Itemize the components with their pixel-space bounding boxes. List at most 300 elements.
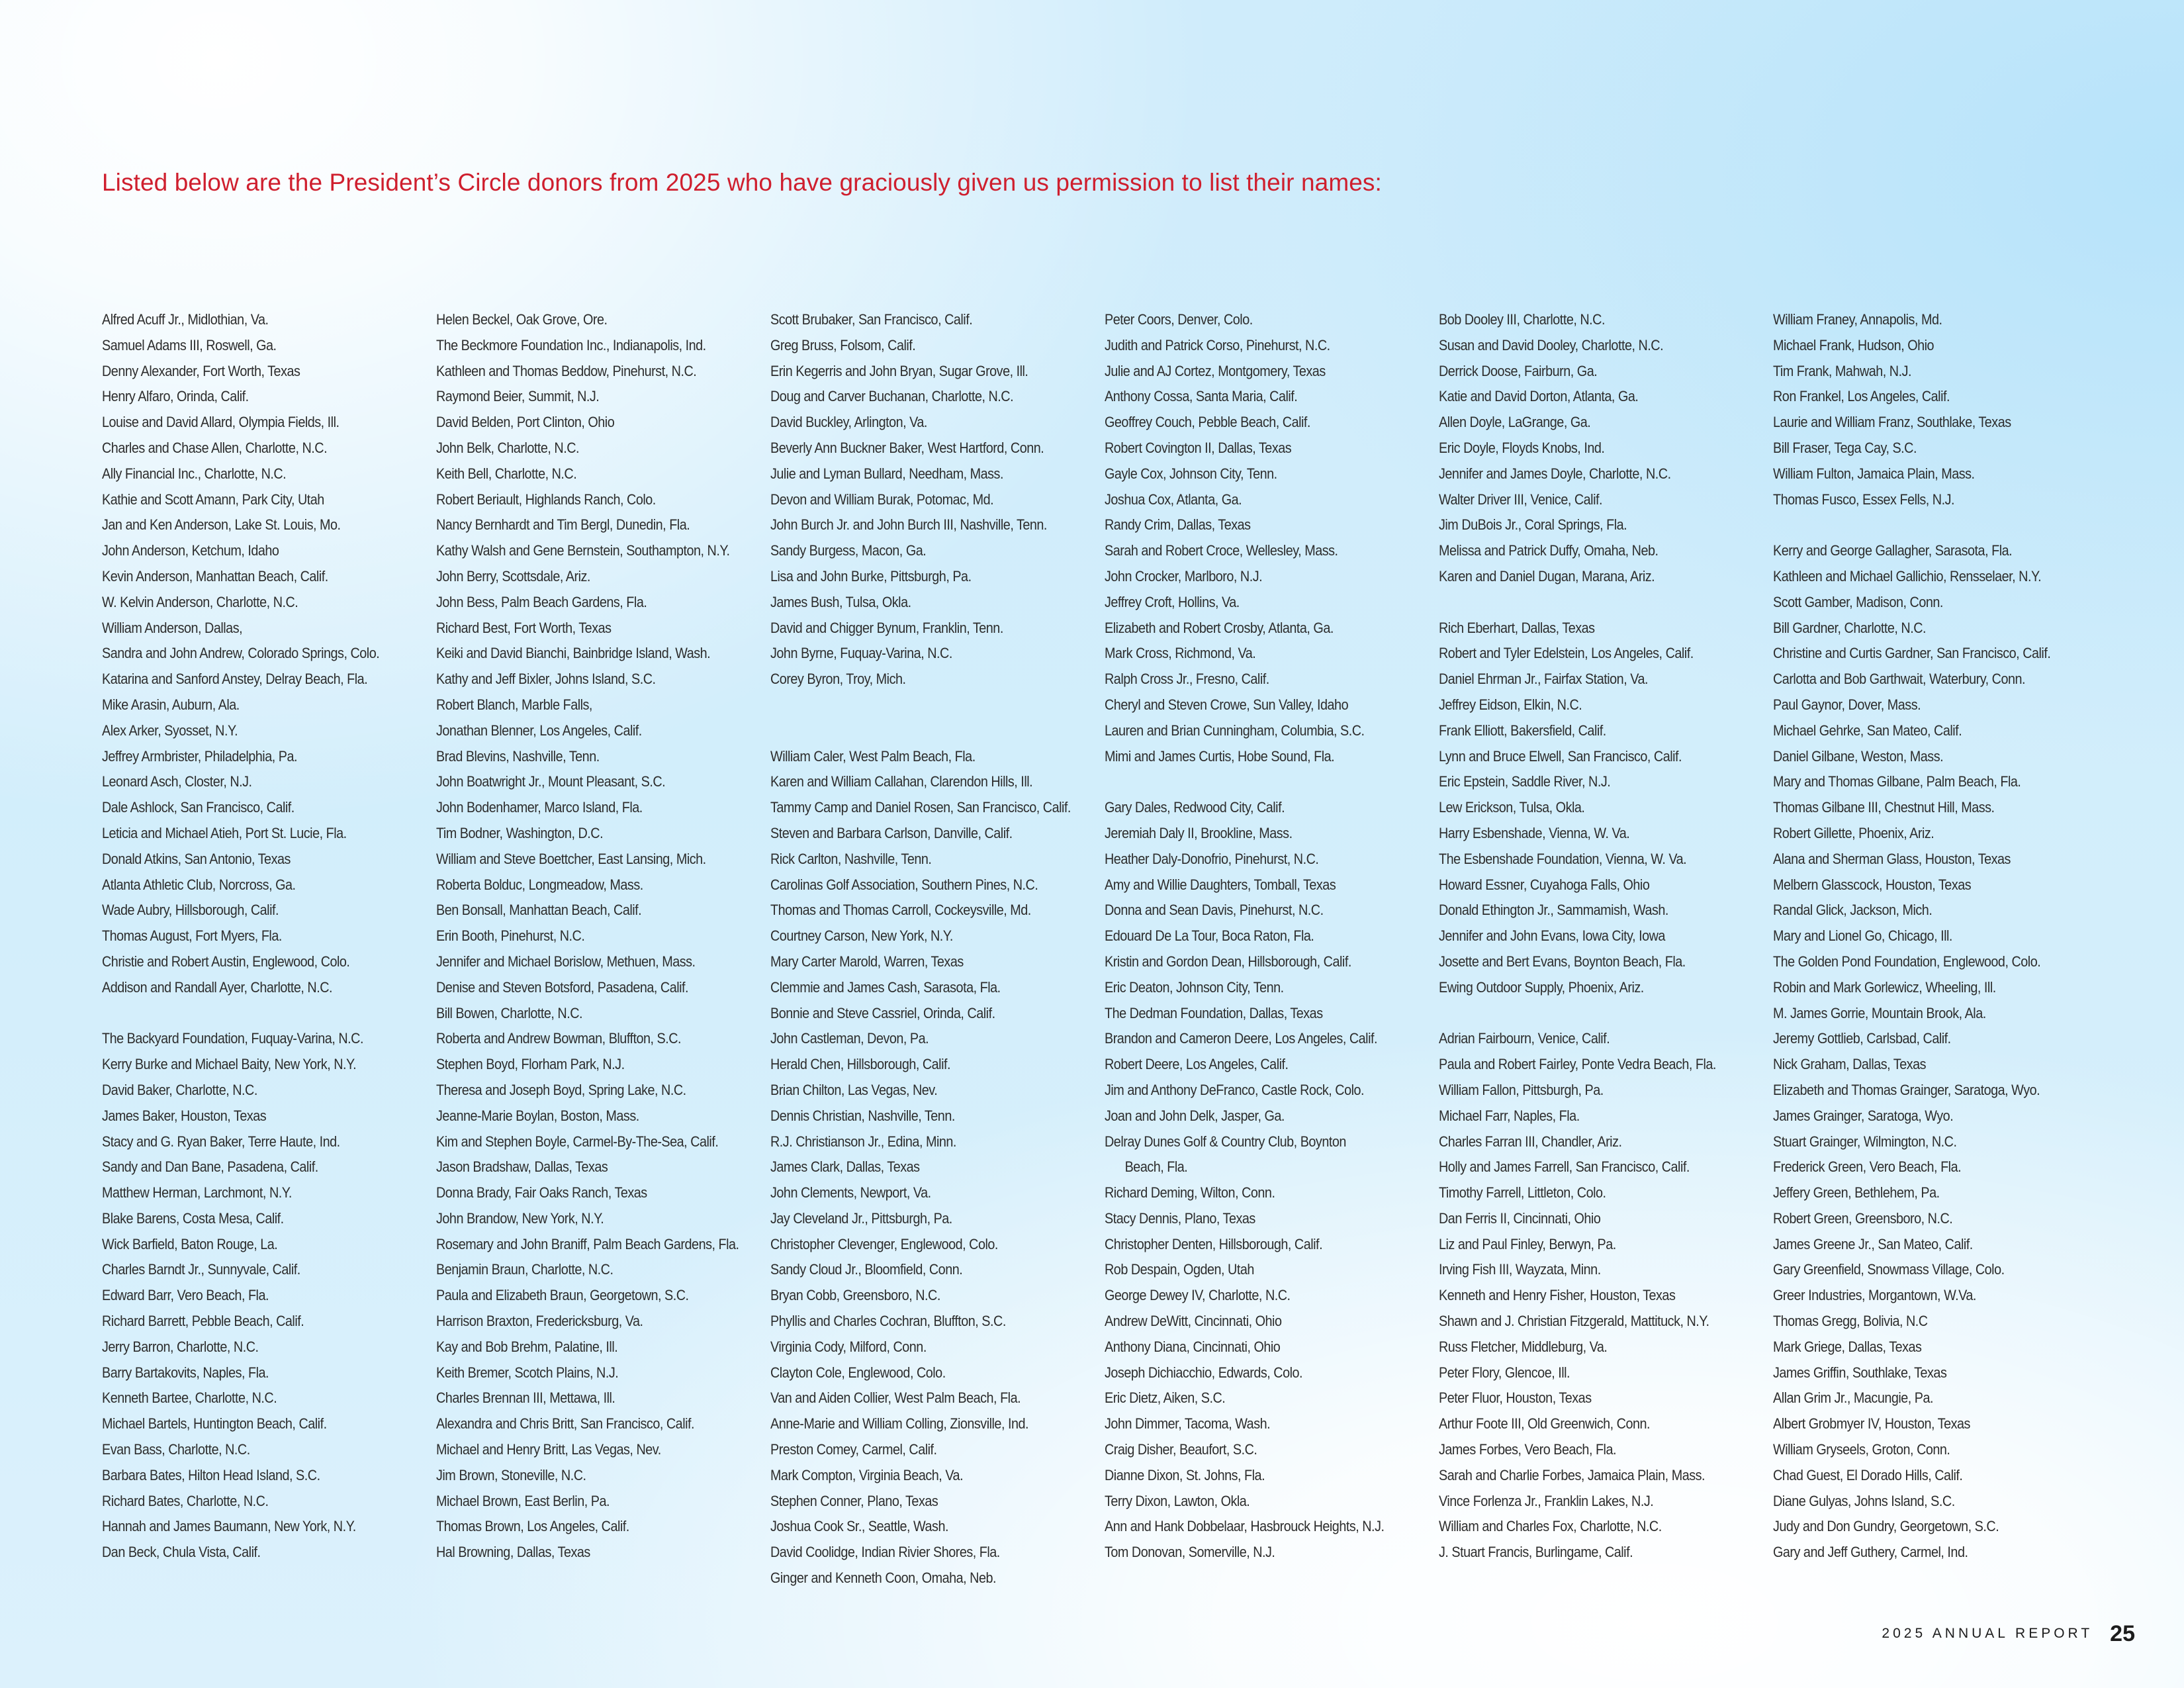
donor-entry: Kathy and Jeff Bixler, Johns Island, S.C. [436,671,656,688]
donor-entry: James Bush, Tulsa, Okla. [770,593,911,610]
donor-entry: Liz and Paul Finley, Berwyn, Pa. [1439,1235,1616,1252]
donor-entry: Kathleen and Thomas Beddow, Pinehurst, N.C. [436,362,697,379]
donor-entry: Kerry Burke and Michael Baity, New York, N.Y. [102,1056,357,1073]
donor-entry: Walter Driver III, Venice, Calif. [1439,491,1603,508]
donor-entry: Thomas and Thomas Carroll, Cockeysville, Md. [770,902,1031,919]
donor-entry: Stuart Grainger, Wilmington, N.C. [1773,1133,1957,1150]
donor-entry: Heather Daly-Donofrio, Pinehurst, N.C. [1105,850,1319,867]
donor-entry: Barry Bartakovits, Naples, Fla. [102,1364,269,1381]
donor-entry: Susan and David Dooley, Charlotte, N.C. [1439,336,1664,353]
donor-entry: Michael Farr, Naples, Fla. [1439,1107,1580,1124]
donor-entry: Sandra and John Andrew, Colorado Springs, Colo. [102,645,380,662]
donor-entry: Allan Grim Jr., Macungie, Pa. [1773,1389,1934,1407]
donor-entry: Dan Beck, Chula Vista, Calif. [102,1544,261,1561]
donor-entry: Gayle Cox, Johnson City, Tenn. [1105,465,1277,482]
donor-entry: Clayton Cole, Englewood, Colo. [770,1364,946,1381]
donor-entry: Stacy Dennis, Plano, Texas [1105,1209,1255,1227]
list-spacer [102,1001,400,1027]
donor-entry: Michael Brown, East Berlin, Pa. [436,1492,610,1509]
donor-entry: Jonathan Blenner, Los Angeles, Calif. [436,722,642,739]
donor-entry: Keith Bremer, Scotch Plains, N.J. [436,1364,619,1381]
donor-entry: Chad Guest, El Dorado Hills, Calif. [1773,1466,1963,1483]
donor-entry: Daniel Gilbane, Weston, Mass. [1773,747,1944,765]
donor-entry: John Brandow, New York, N.Y. [436,1209,604,1227]
list-spacer [1439,1001,1737,1027]
donor-entry: Eric Doyle, Floyds Knobs, Ind. [1439,439,1605,456]
donor-entry: Jeffrey Armbrister, Philadelphia, Pa. [102,747,297,765]
donor-entry: Diane Gulyas, Johns Island, S.C. [1773,1492,1955,1509]
donor-entry: Benjamin Braun, Charlotte, N.C. [436,1261,614,1278]
donor-entry: Dianne Dixon, St. Johns, Fla. [1105,1466,1265,1483]
donor-entry: Nick Graham, Dallas, Texas [1773,1056,1927,1073]
donor-entry: Sarah and Charlie Forbes, Jamaica Plain, Mass. [1439,1466,1706,1483]
donor-entry: Alana and Sherman Glass, Houston, Texas [1773,850,2011,867]
donor-entry: Phyllis and Charles Cochran, Bluffton, S.C. [770,1313,1006,1330]
list-spacer [1439,590,1737,616]
donor-entry: Bob Dooley III, Charlotte, N.C. [1439,311,1605,328]
donor-entry: Albert Grobmyer IV, Houston, Texas [1773,1415,1970,1432]
donor-entry: Bill Fraser, Tega Cay, S.C. [1773,439,1917,456]
donor-entry: Paul Gaynor, Dover, Mass. [1773,696,1921,713]
donor-entry: Kevin Anderson, Manhattan Beach, Calif. [102,567,328,585]
donor-entry: John Clements, Newport, Va. [770,1184,931,1201]
donor-entry: Holly and James Farrell, San Francisco, Calif. [1439,1158,1690,1176]
page-number: 25 [2110,1620,2135,1646]
donor-entry: John Burch Jr. and John Burch III, Nashville, Tenn. [770,516,1047,534]
donor-entry: Jeffrey Croft, Hollins, Va. [1105,593,1240,610]
donor-entry: Katarina and Sanford Anstey, Delray Beach, Fla. [102,671,368,688]
donor-entry: Craig Disher, Beaufort, S.C. [1105,1441,1257,1458]
donor-entry: Laurie and William Franz, Southlake, Texas [1773,414,2011,431]
donor-entry: Tammy Camp and Daniel Rosen, San Francisco, Calif. [770,799,1071,816]
donor-entry: Gary and Jeff Guthery, Carmel, Ind. [1773,1544,1968,1561]
donor-entry: Jeffery Green, Bethlehem, Pa. [1773,1184,1940,1201]
donor-entry: Wade Aubry, Hillsborough, Calif. [102,902,279,919]
donor-entry: Carolinas Golf Association, Southern Pines, N.C. [770,876,1038,893]
donor-entry: Matthew Herman, Larchmont, N.Y. [102,1184,292,1201]
donor-entry: Melissa and Patrick Duffy, Omaha, Neb. [1439,542,1659,559]
donor-column-4 [1105,307,1435,1566]
donor-entry: Joshua Cook Sr., Seattle, Wash. [770,1518,948,1535]
donor-entry: Christie and Robert Austin, Englewood, Colo. [102,953,350,970]
donor-entry: Ally Financial Inc., Charlotte, N.C. [102,465,287,482]
donor-entry: Nancy Bernhardt and Tim Bergl, Dunedin, Fla. [436,516,690,534]
donor-entry: Beverly Ann Buckner Baker, West Hartford, Conn. [770,439,1044,456]
donor-entry: Kenneth and Henry Fisher, Houston, Texas [1439,1287,1676,1304]
donor-entry: David Baker, Charlotte, N.C. [102,1081,257,1098]
donor-entry: Addison and Randall Ayer, Charlotte, N.C. [102,978,333,996]
donor-entry: Lauren and Brian Cunningham, Columbia, S.C. [1105,722,1365,739]
donor-entry: John Berry, Scottsdale, Ariz. [436,567,590,585]
donor-entry: Scott Brubaker, San Francisco, Calif. [770,311,973,328]
donor-entry: Sandy Cloud Jr., Bloomfield, Conn. [770,1261,963,1278]
page-heading: Listed below are the President’s Circle donors from 2025 who have graciously given us permission to list their names: [102,169,1382,196]
donor-entry: Vince Forlenza Jr., Franklin Lakes, N.J. [1439,1492,1654,1509]
donor-entry: Alexandra and Chris Britt, San Francisco, Calif. [436,1415,695,1432]
donor-entry: Harry Esbenshade, Vienna, W. Va. [1439,824,1630,841]
donor-entry: Louise and David Allard, Olympia Fields, Ill. [102,414,340,431]
donor-entry: Howard Essner, Cuyahoga Falls, Ohio [1439,876,1650,893]
donor-entry: Anthony Cossa, Santa Maria, Calif. [1105,388,1298,405]
donor-entry: David Coolidge, Indian Rivier Shores, Fla. [770,1544,1000,1561]
donor-column-1 [102,307,433,1566]
donor-entry: William Fallon, Pittsburgh, Pa. [1439,1081,1604,1098]
donor-entry: Dan Ferris II, Cincinnati, Ohio [1439,1209,1601,1227]
donor-entry: Hannah and James Baumann, New York, N.Y. [102,1518,356,1535]
donor-entry: J. Stuart Francis, Burlingame, Calif. [1439,1544,1633,1561]
donor-entry: The Golden Pond Foundation, Englewood, Colo. [1773,953,2041,970]
donor-entry: Rick Carlton, Nashville, Tenn. [770,850,932,867]
donor-entry: Allen Doyle, LaGrange, Ga. [1439,414,1591,431]
donor-entry: Tim Frank, Mahwah, N.J. [1773,362,1912,379]
donor-entry: Donna Brady, Fair Oaks Ranch, Texas [436,1184,647,1201]
donor-entry: Michael Bartels, Huntington Beach, Calif. [102,1415,327,1432]
list-spacer [1773,512,2071,538]
donor-entry: Jim and Anthony DeFranco, Castle Rock, Colo. [1105,1081,1365,1098]
donor-entry: Rich Eberhart, Dallas, Texas [1439,619,1595,636]
donor-entry: Andrew DeWitt, Cincinnati, Ohio [1105,1313,1282,1330]
donor-entry: W. Kelvin Anderson, Charlotte, N.C. [102,593,298,610]
donor-entry: John Dimmer, Tacoma, Wash. [1105,1415,1271,1432]
donor-entry: Scott Gamber, Madison, Conn. [1773,593,1943,610]
donor-entry: John Belk, Charlotte, N.C. [436,439,580,456]
donor-entry: Josette and Bert Evans, Boynton Beach, Fla. [1439,953,1686,970]
donor-entry: Jay Cleveland Jr., Pittsburgh, Pa. [770,1209,952,1227]
donor-entry: Frank Elliott, Bakersfield, Calif. [1439,722,1606,739]
donor-entry: M. James Gorrie, Mountain Brook, Ala. [1773,1004,1986,1021]
donor-entry: Thomas Fusco, Essex Fells, N.J. [1773,491,1955,508]
donor-entry: Beach, Fla. [1124,1158,1188,1176]
donor-entry: Edward Barr, Vero Beach, Fla. [102,1287,269,1304]
donor-entry: William and Steve Boettcher, East Lansing, Mich. [436,850,706,867]
donor-entry: Jason Bradshaw, Dallas, Texas [436,1158,608,1176]
donor-entry: Michael and Henry Britt, Las Vegas, Nev. [436,1441,661,1458]
donor-entry: Anthony Diana, Cincinnati, Ohio [1105,1338,1281,1355]
donor-entry: Virginia Cody, Milford, Conn. [770,1338,927,1355]
donor-entry: Brandon and Cameron Deere, Los Angeles, Calif. [1105,1030,1378,1047]
donor-entry: Bonnie and Steve Cassriel, Orinda, Calif. [770,1004,995,1021]
donor-entry: Bill Bowen, Charlotte, N.C. [436,1004,583,1021]
donor-entry: Ben Bonsall, Manhattan Beach, Calif. [436,902,642,919]
donor-entry: James Clark, Dallas, Texas [770,1158,920,1176]
donor-entry: James Griffin, Southlake, Texas [1773,1364,1947,1381]
donor-entry: Jennifer and Michael Borislow, Methuen, Mass. [436,953,696,970]
donor-entry: William Gryseels, Groton, Conn. [1773,1441,1950,1458]
donor-entry: Greer Industries, Morgantown, W.Va. [1773,1287,1976,1304]
donor-entry: Richard Barrett, Pebble Beach, Calif. [102,1313,304,1330]
donor-entry: Eric Dietz, Aiken, S.C. [1105,1389,1226,1407]
donor-entry: R.J. Christianson Jr., Edina, Minn. [770,1133,956,1150]
donor-entry: Thomas Gregg, Bolivia, N.C [1773,1313,1928,1330]
donor-entry: Brian Chilton, Las Vegas, Nev. [770,1081,938,1098]
donor-entry: William Fulton, Jamaica Plain, Mass. [1773,465,1975,482]
donor-entry: Paula and Elizabeth Braun, Georgetown, S.C. [436,1287,689,1304]
donor-entry: Peter Fluor, Houston, Texas [1439,1389,1592,1407]
list-spacer [770,718,1068,744]
donor-entry: Van and Aiden Collier, West Palm Beach, Fla. [770,1389,1021,1407]
donor-entry: Anne-Marie and William Colling, Zionsville, Ind. [770,1415,1029,1432]
donor-entry: Gary Dales, Redwood City, Calif. [1105,799,1285,816]
donor-entry: David Belden, Port Clinton, Ohio [436,414,615,431]
donor-entry: Brad Blevins, Nashville, Tenn. [436,747,600,765]
donor-entry: Joseph Dichiacchio, Edwards, Colo. [1105,1364,1303,1381]
donor-entry: Michael Frank, Hudson, Ohio [1773,336,1934,353]
donor-entry: Barbara Bates, Hilton Head Island, S.C. [102,1466,320,1483]
donor-entry: Donald Atkins, San Antonio, Texas [102,850,291,867]
donor-entry: Charles Farran III, Chandler, Ariz. [1439,1133,1622,1150]
donor-entry: Kenneth Bartee, Charlotte, N.C. [102,1389,277,1407]
donor-entry: Harrison Braxton, Fredericksburg, Va. [436,1313,643,1330]
donor-entry: Stephen Boyd, Florham Park, N.J. [436,1056,625,1073]
donor-entry: Greg Bruss, Folsom, Calif. [770,336,916,353]
donor-entry: Raymond Beier, Summit, N.J. [436,388,600,405]
donor-entry: Mark Compton, Virginia Beach, Va. [770,1466,964,1483]
donor-column-3 [770,307,1101,1591]
donor-entry: Elizabeth and Robert Crosby, Atlanta, Ga. [1105,619,1334,636]
donor-entry: James Baker, Houston, Texas [102,1107,267,1124]
donor-entry: Richard Deming, Wilton, Conn. [1105,1184,1275,1201]
donor-entry: Peter Coors, Denver, Colo. [1105,311,1253,328]
donor-entry: Blake Barens, Costa Mesa, Calif. [102,1209,284,1227]
donor-entry: William and Charles Fox, Charlotte, N.C. [1439,1518,1662,1535]
donor-entry: George Dewey IV, Charlotte, N.C. [1105,1287,1291,1304]
donor-entry: Randal Glick, Jackson, Mich. [1773,902,1933,919]
donor-entry: The Dedman Foundation, Dallas, Texas [1105,1004,1323,1021]
donor-entry: Robert Covington II, Dallas, Texas [1105,439,1292,456]
donor-entry: Sandy and Dan Bane, Pasadena, Calif. [102,1158,318,1176]
donor-entry: Sandy Burgess, Macon, Ga. [770,542,927,559]
donor-entry: Donna and Sean Davis, Pinehurst, N.C. [1105,902,1324,919]
donor-entry: John Anderson, Ketchum, Idaho [102,542,279,559]
donor-entry: Bill Gardner, Charlotte, N.C. [1773,619,1927,636]
donor-entry: William Franey, Annapolis, Md. [1773,311,1942,328]
donor-entry: Keiki and David Bianchi, Bainbridge Island, Wash. [436,645,711,662]
donor-entry: Rob Despain, Ogden, Utah [1105,1261,1254,1278]
donor-entry: John Castleman, Devon, Pa. [770,1030,929,1047]
donor-entry: Richard Bates, Charlotte, N.C. [102,1492,269,1509]
donor-entry: Katie and David Dorton, Atlanta, Ga. [1439,388,1639,405]
donor-entry: Geoffrey Couch, Pebble Beach, Calif. [1105,414,1310,431]
page-footer [1882,1617,2135,1650]
donor-entry: Robert Deere, Los Angeles, Calif. [1105,1056,1289,1073]
donor-entry: Thomas Brown, Los Angeles, Calif. [436,1518,629,1535]
donor-entry: The Esbenshade Foundation, Vienna, W. Va. [1439,850,1687,867]
donor-entry: Ann and Hank Dobbelaar, Hasbrouck Heights, N.J. [1105,1518,1385,1535]
donor-entry: Judy and Don Gundry, Georgetown, S.C. [1773,1518,1999,1535]
donor-entry: Ginger and Kenneth Coon, Omaha, Neb. [770,1570,997,1587]
list-spacer [770,692,1068,718]
donor-entry: Herald Chen, Hillsborough, Calif. [770,1056,951,1073]
donor-entry: Robert Green, Greensboro, N.C. [1773,1209,1953,1227]
donor-entry: Tim Bodner, Washington, D.C. [436,824,604,841]
donor-entry: Judith and Patrick Corso, Pinehurst, N.C. [1105,336,1330,353]
donor-entry: Atlanta Athletic Club, Norcross, Ga. [102,876,296,893]
donor-entry: Leonard Asch, Closter, N.J. [102,773,252,790]
donor-entry: Robert Blanch, Marble Falls, [436,696,592,713]
donor-entry: Ralph Cross Jr., Fresno, Calif. [1105,671,1269,688]
donor-entry: David Buckley, Arlington, Va. [770,414,927,431]
donor-entry: Samuel Adams III, Roswell, Ga. [102,336,277,353]
donor-entry: John Bodenhamer, Marco Island, Fla. [436,799,643,816]
donor-entry: Evan Bass, Charlotte, N.C. [102,1441,250,1458]
donor-entry: Kim and Stephen Boyle, Carmel-By-The-Sea, Calif. [436,1133,719,1150]
donor-entry: Jim DuBois Jr., Coral Springs, Fla. [1439,516,1627,534]
donor-entry: Robert Gillette, Phoenix, Ariz. [1773,824,1934,841]
donor-entry: Julie and Lyman Bullard, Needham, Mass. [770,465,1003,482]
donor-entry: Timothy Farrell, Littleton, Colo. [1439,1184,1606,1201]
donor-entry: Richard Best, Fort Worth, Texas [436,619,612,636]
donor-entry: Adrian Fairbourn, Venice, Calif. [1439,1030,1610,1047]
donor-entry: Arthur Foote III, Old Greenwich, Conn. [1439,1415,1651,1432]
donor-entry: Eric Deaton, Johnson City, Tenn. [1105,978,1284,996]
donor-entry: Kathie and Scott Amann, Park City, Utah [102,491,324,508]
donor-entry: William Caler, West Palm Beach, Fla. [770,747,976,765]
donor-entry: David and Chigger Bynum, Franklin, Tenn. [770,619,1003,636]
donor-entry: Tom Donovan, Somerville, N.J. [1105,1544,1275,1561]
donor-entry: Mary Carter Marold, Warren, Texas [770,953,964,970]
donor-entry: Daniel Ehrman Jr., Fairfax Station, Va. [1439,671,1648,688]
donor-entry: Devon and William Burak, Potomac, Md. [770,491,994,508]
donor-entry: Gary Greenfield, Snowmass Village, Colo. [1773,1261,2005,1278]
donor-entry: Bryan Cobb, Greensboro, N.C. [770,1287,940,1304]
donor-entry: Jeanne-Marie Boylan, Boston, Mass. [436,1107,639,1124]
donor-entry: Charles Brennan III, Mettawa, Ill. [436,1389,615,1407]
donor-entry: Ewing Outdoor Supply, Phoenix, Ariz. [1439,978,1644,996]
donor-entry: Ron Frankel, Los Angeles, Calif. [1773,388,1950,405]
donor-entry: Jeffrey Eidson, Elkin, N.C. [1439,696,1582,713]
donor-entry: John Crocker, Marlboro, N.J. [1105,567,1263,585]
donor-entry: Donald Ethington Jr., Sammamish, Wash. [1439,902,1668,919]
donor-entry: Erin Kegerris and John Bryan, Sugar Grove, Ill. [770,362,1028,379]
donor-entry: Dennis Christian, Nashville, Tenn. [770,1107,955,1124]
donor-entry: Alex Arker, Syosset, N.Y. [102,722,238,739]
donor-entry: Preston Comey, Carmel, Calif. [770,1441,937,1458]
donor-entry: John Bess, Palm Beach Gardens, Fla. [436,593,647,610]
donor-entry: Karen and William Callahan, Clarendon Hills, Ill. [770,773,1033,790]
donor-entry: Stacy and G. Ryan Baker, Terre Haute, Ind. [102,1133,340,1150]
donor-entry: Mimi and James Curtis, Hobe Sound, Fla. [1105,747,1335,765]
donor-entry: Thomas Gilbane III, Chestnut Hill, Mass. [1773,799,1995,816]
donor-entry: Amy and Willie Daughters, Tomball, Texas [1105,876,1336,893]
donor-entry: James Greene Jr., San Mateo, Calif. [1773,1235,1973,1252]
donor-entry: Karen and Daniel Dugan, Marana, Ariz. [1439,567,1655,585]
donor-entry: Jeremiah Daly II, Brookline, Mass. [1105,824,1293,841]
donor-entry: Clemmie and James Cash, Sarasota, Fla. [770,978,1001,996]
donor-entry: Kerry and George Gallagher, Sarasota, Fla. [1773,542,2013,559]
donor-entry: Terry Dixon, Lawton, Okla. [1105,1492,1250,1509]
donor-entry: Joshua Cox, Atlanta, Ga. [1105,491,1242,508]
donor-entry: Mark Cross, Richmond, Va. [1105,645,1256,662]
donor-entry: Paula and Robert Fairley, Ponte Vedra Beach, Fla. [1439,1056,1716,1073]
donor-entry: Jan and Ken Anderson, Lake St. Louis, Mo. [102,516,341,534]
donor-entry: Courtney Carson, New York, N.Y. [770,927,953,945]
donor-entry: Erin Booth, Pinehurst, N.C. [436,927,585,945]
donor-entry: Mike Arasin, Auburn, Ala. [102,696,240,713]
donor-entry: Denise and Steven Botsford, Pasadena, Calif. [436,978,689,996]
donor-entry: Cheryl and Steven Crowe, Sun Valley, Idaho [1105,696,1349,713]
donor-entry: Carlotta and Bob Garthwait, Waterbury, Conn. [1773,671,2026,688]
donor-entry: Mary and Lionel Go, Chicago, Ill. [1773,927,1952,945]
donor-entry: Doug and Carver Buchanan, Charlotte, N.C. [770,388,1014,405]
donor-entry: Christopher Clevenger, Englewood, Colo. [770,1235,998,1252]
donor-entry: Dale Ashlock, San Francisco, Calif. [102,799,295,816]
donor-entry: Alfred Acuff Jr., Midlothian, Va. [102,311,269,328]
donor-entry: Lynn and Bruce Elwell, San Francisco, Calif. [1439,747,1682,765]
donor-entry: Jim Brown, Stoneville, N.C. [436,1466,586,1483]
donor-entry: Mark Griege, Dallas, Texas [1773,1338,1922,1355]
donor-entry: Roberta and Andrew Bowman, Bluffton, S.C. [436,1030,682,1047]
donor-entry: Charles Barndt Jr., Sunnyvale, Calif. [102,1261,300,1278]
donor-entry: Keith Bell, Charlotte, N.C. [436,465,577,482]
donor-entry: The Beckmore Foundation Inc., Indianapolis, Ind. [436,336,706,353]
donor-entry: Robin and Mark Gorlewicz, Wheeling, Ill. [1773,978,1996,996]
donor-column-5 [1439,307,1770,1566]
donor-entry: Delray Dunes Golf & Country Club, Boynton [1105,1133,1346,1150]
list-spacer [1105,769,1402,795]
donor-entry: Hal Browning, Dallas, Texas [436,1544,590,1561]
donor-entry: The Backyard Foundation, Fuquay-Varina, N.C. [102,1030,363,1047]
donor-entry: Edouard De La Tour, Boca Raton, Fla. [1105,927,1314,945]
report-label: 2025 ANNUAL REPORT [1882,1626,2093,1641]
donor-entry: Joan and John Delk, Jasper, Ga. [1105,1107,1285,1124]
donor-entry: Christine and Curtis Gardner, San Francisco, Calif. [1773,645,2051,662]
donor-entry: Derrick Doose, Fairburn, Ga. [1439,362,1598,379]
donor-entry: Kay and Bob Brehm, Palatine, Ill. [436,1338,618,1355]
donor-entry: Jeremy Gottlieb, Carlsbad, Calif. [1773,1030,1951,1047]
donor-entry: Kristin and Gordon Dean, Hillsborough, Calif. [1105,953,1351,970]
donor-entry: Leticia and Michael Atieh, Port St. Lucie, Fla. [102,824,347,841]
donor-entry: Jerry Barron, Charlotte, N.C. [102,1338,259,1355]
donor-entry: Jennifer and James Doyle, Charlotte, N.C. [1439,465,1671,482]
donor-entry: Henry Alfaro, Orinda, Calif. [102,388,249,405]
donor-entry: Rosemary and John Braniff, Palm Beach Gardens, Fla. [436,1235,739,1252]
donor-entry: Julie and AJ Cortez, Montgomery, Texas [1105,362,1326,379]
donor-entry: Theresa and Joseph Boyd, Spring Lake, N.C. [436,1081,686,1098]
donor-entry: Thomas August, Fort Myers, Fla. [102,927,282,945]
donor-entry: Irving Fish III, Wayzata, Minn. [1439,1261,1601,1278]
donor-entry: Steven and Barbara Carlson, Danville, Calif. [770,824,1013,841]
donor-entry: Shawn and J. Christian Fitzgerald, Mattituck, N.Y. [1439,1313,1709,1330]
donor-entry: Randy Crim, Dallas, Texas [1105,516,1251,534]
donor-entry: Denny Alexander, Fort Worth, Texas [102,362,300,379]
donor-entry: Stephen Conner, Plano, Texas [770,1492,938,1509]
donor-entry: Russ Fletcher, Middleburg, Va. [1439,1338,1608,1355]
donor-entry: James Grainger, Saratoga, Wyo. [1773,1107,1954,1124]
donor-entry: Charles and Chase Allen, Charlotte, N.C. [102,439,328,456]
donor-entry: Robert Beriault, Highlands Ranch, Colo. [436,491,656,508]
donor-entry: Robert and Tyler Edelstein, Los Angeles, Calif. [1439,645,1694,662]
donor-entry: Jennifer and John Evans, Iowa City, Iowa [1439,927,1665,945]
donor-entry: John Boatwright Jr., Mount Pleasant, S.C. [436,773,666,790]
donor-entry: Roberta Bolduc, Longmeadow, Mass. [436,876,643,893]
donor-column-2 [436,307,767,1566]
donor-entry: William Anderson, Dallas, [102,619,243,636]
donor-entry: Lew Erickson, Tulsa, Okla. [1439,799,1585,816]
donor-entry: Mary and Thomas Gilbane, Palm Beach, Fla. [1773,773,2021,790]
donor-entry: Eric Epstein, Saddle River, N.J. [1439,773,1611,790]
donor-entry: Lisa and John Burke, Pittsburgh, Pa. [770,567,972,585]
donor-entry: Melbern Glasscock, Houston, Texas [1773,876,1972,893]
donor-entry: Kathleen and Michael Gallichio, Rensselaer, N.Y. [1773,567,2042,585]
donor-entry: John Byrne, Fuquay-Varina, N.C. [770,645,952,662]
donor-entry: Frederick Green, Vero Beach, Fla. [1773,1158,1962,1176]
donor-entry: Michael Gehrke, San Mateo, Calif. [1773,722,1962,739]
donor-entry: Elizabeth and Thomas Grainger, Saratoga, Wyo. [1773,1081,2040,1098]
donor-entry: Peter Flory, Glencoe, Ill. [1439,1364,1570,1381]
donor-entry: Christopher Denten, Hillsborough, Calif. [1105,1235,1323,1252]
donor-entry: Wick Barfield, Baton Rouge, La. [102,1235,278,1252]
donor-entry: Helen Beckel, Oak Grove, Ore. [436,311,608,328]
